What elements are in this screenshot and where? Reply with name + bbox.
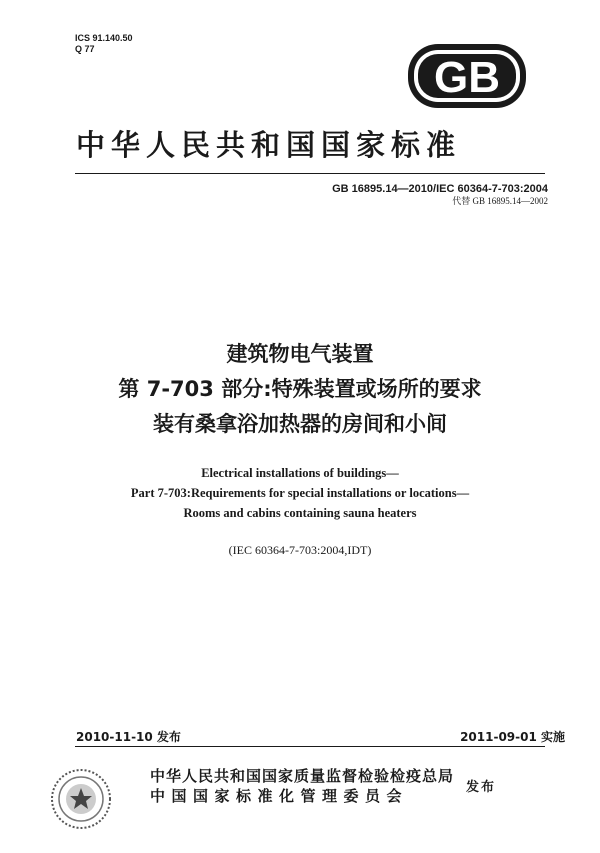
classification-codes <box>75 33 133 55</box>
issue-date: 2010-11-10 发布 <box>76 730 181 744</box>
title-cn-line1: 建筑物电气装置 <box>226 342 374 366</box>
gb-logo <box>406 42 528 110</box>
seal-icon <box>50 768 112 830</box>
adoption-note: (IEC 60364-7-703:2004,IDT) <box>228 543 372 557</box>
title-divider <box>75 173 545 174</box>
publish-label: 发布 <box>466 780 497 795</box>
gb-logo-text: GB <box>434 53 500 102</box>
ccs-code: Q 77 <box>75 44 95 54</box>
replaces-note: 代替 GB 16895.14—2002 <box>452 196 548 206</box>
publisher-1: 中华人民共和国国家质量监督检验检疫总局 <box>150 767 455 785</box>
publisher-2: 中国国家标准化管理委员会 <box>150 787 409 805</box>
title-cn-line3: 装有桑拿浴加热器的房间和小间 <box>153 412 447 436</box>
standard-title: 中华人民共和国国家标准 <box>76 128 462 162</box>
footer-divider <box>75 746 545 747</box>
title-en-line3: Rooms and cabins containing sauna heaters <box>183 506 417 520</box>
standard-number: GB 16895.14—2010/IEC 60364-7-703:2004 <box>332 183 548 195</box>
ics-code: ICS 91.140.50 <box>75 33 133 43</box>
title-en-line2: Part 7-703:Requirements for special installations or locations— <box>130 486 470 500</box>
title-cn-line2: 第 7-703 部分:特殊装置或场所的要求 <box>118 377 482 401</box>
implementation-date: 2011-09-01 实施 <box>460 730 565 744</box>
title-en-line1: Electrical installations of buildings— <box>201 466 399 480</box>
